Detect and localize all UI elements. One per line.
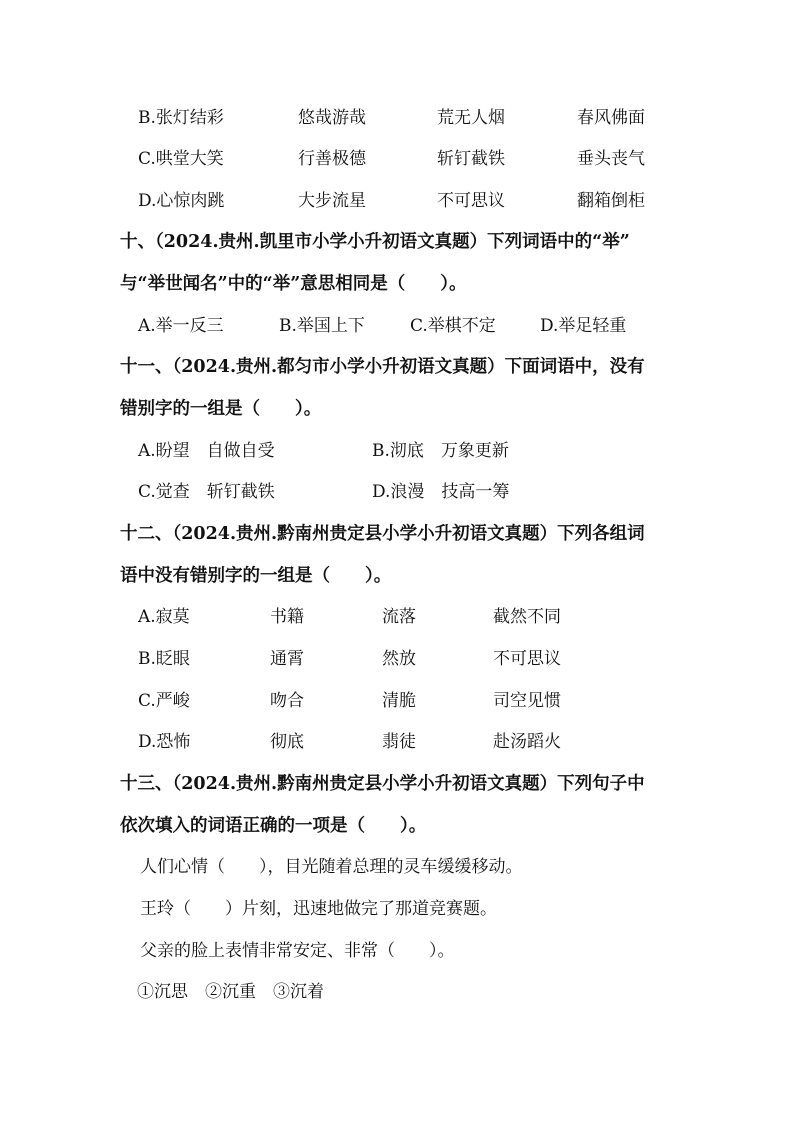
q10-stem-line1: 十、（2024.贵州.凯里市小学小升初语文真题）下列词语中的“举” [120, 232, 630, 252]
q9-d-4: 翻箱倒柜 [577, 191, 645, 211]
q13-sentence-1: 人们心情（ ），目光随着总理的灵车缓缓移动。 [140, 857, 523, 877]
q12-b-4: 不可思议 [493, 649, 561, 669]
q12-b-3: 然放 [382, 649, 416, 669]
q9-b-1: B.张灯结彩 [138, 108, 224, 128]
q12-a-4: 截然不同 [493, 607, 561, 627]
q12-c-3: 清脆 [382, 691, 416, 711]
q11-option-c: C.觉查 斩钉截铁 [138, 482, 275, 502]
q9-c-3: 斩钉截铁 [437, 149, 505, 169]
q12-stem-line2: 语中没有错别字的一组是（ ）。 [120, 566, 392, 586]
q9-d-2: 大步流星 [298, 191, 366, 211]
q12-d-4: 赴汤蹈火 [493, 732, 561, 752]
q13-sentence-3: 父亲的脸上表情非常安定、非常（ ）。 [140, 941, 455, 961]
q9-d-1: D.心惊肉跳 [138, 191, 225, 211]
q10-option-b: B.举国上下 [279, 316, 365, 336]
q10-option-c: C.举棋不定 [410, 316, 496, 336]
q12-b-1: B.眨眼 [138, 649, 190, 669]
q9-c-2: 行善极德 [298, 149, 366, 169]
q10-option-a: A.举一反三 [138, 316, 224, 336]
q9-b-2: 悠哉游哉 [298, 108, 366, 128]
q12-stem-line1: 十二、（2024.贵州.黔南州贵定县小学小升初语文真题）下列各组词 [120, 524, 645, 544]
q12-c-2: 吻合 [270, 691, 304, 711]
q13-stem-line1: 十三、（2024.贵州.黔南州贵定县小学小升初语文真题）下列句子中 [120, 774, 645, 794]
q13-stem-line2: 依次填入的词语正确的一项是（ ）。 [120, 816, 427, 836]
q9-c-1: C.哄堂大笑 [138, 149, 224, 169]
q11-option-b: B.沏底 万象更新 [372, 441, 509, 461]
q12-d-1: D.恐怖 [138, 732, 191, 752]
q9-b-3: 荒无人烟 [437, 108, 505, 128]
q13-choices: ①沉思 ②沉重 ③沉着 [137, 982, 324, 1002]
q12-d-3: 翡徒 [382, 732, 416, 752]
q12-c-4: 司空见惯 [493, 691, 561, 711]
q10-stem-line2: 与“举世闻名”中的“举”意思相同是（ ）。 [120, 274, 467, 294]
q9-c-4: 垂头丧气 [577, 149, 645, 169]
q11-stem-line2: 错别字的一组是（ ）。 [120, 399, 322, 419]
q12-a-2: 书籍 [270, 607, 304, 627]
q12-a-1: A.寂莫 [138, 607, 190, 627]
q12-a-3: 流落 [382, 607, 416, 627]
q11-stem-line1: 十一、（2024.贵州.都匀市小学小升初语文真题）下面词语中，没有 [120, 357, 645, 377]
q13-sentence-2: 王玲（ ）片刻，迅速地做完了那道竞赛题。 [140, 899, 497, 919]
q12-d-2: 彻底 [270, 732, 304, 752]
q11-option-a: A.盼望 自做自受 [138, 441, 275, 461]
q10-option-d: D.举足轻重 [540, 316, 627, 336]
q11-option-d: D.浪漫 技高一筹 [372, 482, 510, 502]
q12-c-1: C.严峻 [138, 691, 190, 711]
q9-b-4: 春风佛面 [577, 108, 645, 128]
q9-d-3: 不可思议 [437, 191, 505, 211]
q12-b-2: 通霄 [270, 649, 304, 669]
